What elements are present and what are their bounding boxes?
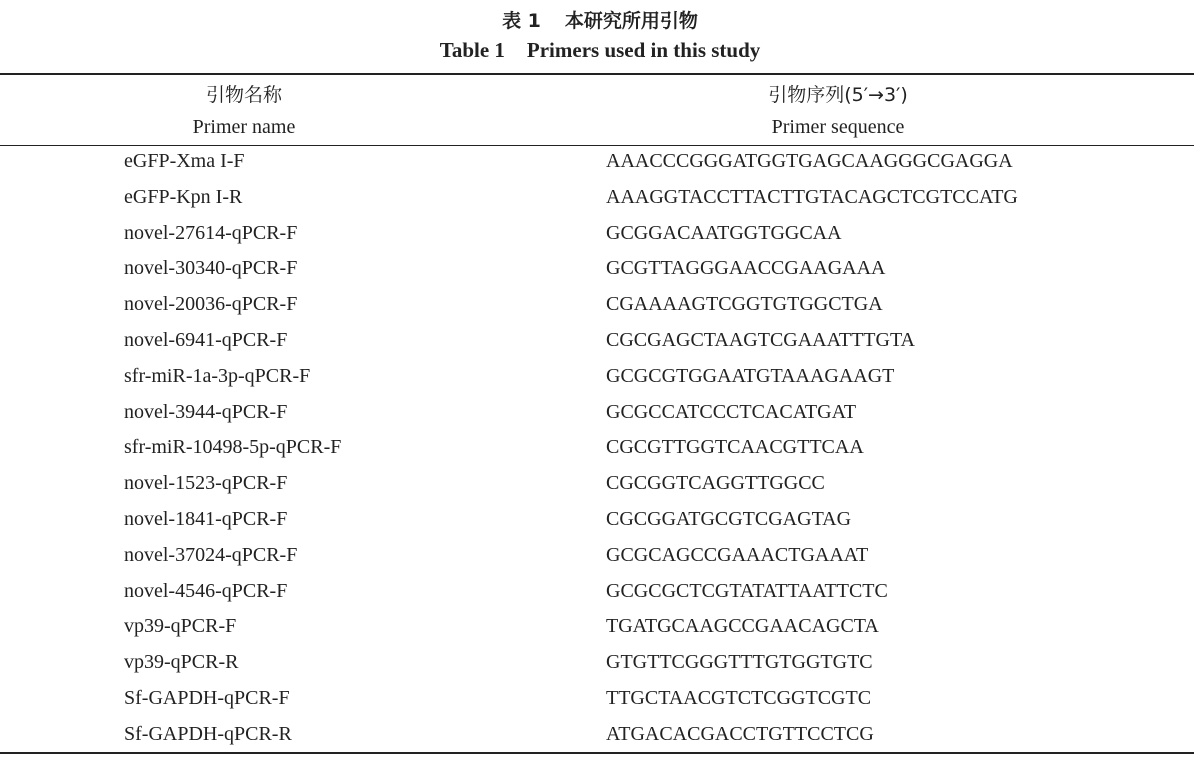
primer-sequence-cell: CGCGAGCTAAGTCGAAATTTGTA <box>606 328 916 351</box>
primer-sequence-cell: GCGCCATCCCTCACATGAT <box>606 400 857 423</box>
table-row <box>0 399 1194 435</box>
primer-sequence-cell: CGCGGTCAGGTTGGCC <box>606 472 825 495</box>
primer-sequence-cell: TTGCTAACGTCTCGGTCGTC <box>606 686 872 709</box>
table-row <box>0 363 1194 399</box>
primer-name-cell: novel-20036-qPCR-F <box>124 293 298 316</box>
table-row <box>0 148 1194 184</box>
primer-sequence-cell: CGCGGATGCGTCGAGTAG <box>606 507 852 530</box>
table-row <box>0 470 1194 506</box>
table-row <box>0 506 1194 542</box>
caption-label-cn: 表 1 <box>502 10 541 32</box>
header-primer-name-cn: 引物名称 <box>205 84 282 106</box>
primer-sequence-cell: GCGCAGCCGAAACTGAAAT <box>606 543 869 566</box>
primer-sequence-cell: GCGCGTGGAATGTAAAGAAGT <box>606 364 895 387</box>
table-caption-english <box>0 38 1200 63</box>
primer-sequence-cell: ATGACACGACCTGTTCCTCG <box>606 722 874 745</box>
primer-name-cell: eGFP-Kpn I-R <box>124 185 243 208</box>
table-row <box>0 291 1194 327</box>
table-header-rule <box>0 145 1194 146</box>
primer-sequence-cell: TGATGCAAGCCGAACAGCTA <box>606 615 879 638</box>
table-row <box>0 434 1194 470</box>
table-row <box>0 613 1194 649</box>
table-top-rule <box>0 73 1194 75</box>
primer-sequence-cell: AAAGGTACCTTACTTGTACAGCTCGTCCATG <box>606 185 1018 208</box>
caption-label-en: Table 1 <box>439 38 505 62</box>
primer-name-cell: novel-27614-qPCR-F <box>124 221 298 244</box>
primer-name-cell: novel-4546-qPCR-F <box>124 579 288 602</box>
header-primer-sequence-en: Primer sequence <box>771 116 905 138</box>
primer-name-cell: novel-3944-qPCR-F <box>124 400 288 423</box>
table-caption-chinese <box>0 6 1200 33</box>
primer-name-cell: vp39-qPCR-F <box>124 615 237 638</box>
primer-name-cell: sfr-miR-1a-3p-qPCR-F <box>124 364 311 387</box>
primer-sequence-cell: CGAAAAGTCGGTGTGGCTGA <box>606 293 883 316</box>
primer-sequence-cell: GCGGACAATGGTGGCAA <box>606 221 842 244</box>
primer-name-cell: novel-1841-qPCR-F <box>124 507 288 530</box>
caption-title-cn: 本研究所用引物 <box>564 10 698 32</box>
table-row <box>0 649 1194 685</box>
header-primer-sequence-cn: 引物序列(5′→3′) <box>768 84 908 106</box>
primer-name-cell: eGFP-Xma I-F <box>124 150 245 172</box>
primer-name-cell: novel-1523-qPCR-F <box>124 472 288 495</box>
primer-sequence-cell: GTGTTCGGGTTTGTGGTGTC <box>606 651 873 674</box>
primer-name-cell: vp39-qPCR-R <box>124 651 239 674</box>
primer-sequence-cell: GCGCGCTCGTATATTAATTCTC <box>606 579 888 602</box>
primer-sequence-cell: CGCGTTGGTCAACGTTCAA <box>606 436 864 459</box>
primer-name-cell: novel-30340-qPCR-F <box>124 257 298 280</box>
table-row <box>0 327 1194 363</box>
table-row <box>0 542 1194 578</box>
table-row <box>0 184 1194 220</box>
table-body <box>0 148 1194 757</box>
primer-name-cell: sfr-miR-10498-5p-qPCR-F <box>124 436 342 459</box>
primer-name-cell: novel-37024-qPCR-F <box>124 543 298 566</box>
primer-name-cell: Sf-GAPDH-qPCR-F <box>124 686 290 709</box>
primer-sequence-cell: AAACCCGGGATGGTGAGCAAGGGCGAGGA <box>606 150 1013 172</box>
header-primer-name-en: Primer name <box>192 116 296 138</box>
primer-name-cell: Sf-GAPDH-qPCR-R <box>124 722 292 745</box>
table-row <box>0 255 1194 291</box>
table-row <box>0 220 1194 256</box>
table-row <box>0 578 1194 614</box>
caption-title-en: Primers used in this study <box>526 38 761 62</box>
table-row <box>0 685 1194 721</box>
primer-name-cell: novel-6941-qPCR-F <box>124 328 288 351</box>
primer-sequence-cell: GCGTTAGGGAACCGAAGAAA <box>606 257 886 280</box>
table-bottom-rule <box>0 752 1194 754</box>
